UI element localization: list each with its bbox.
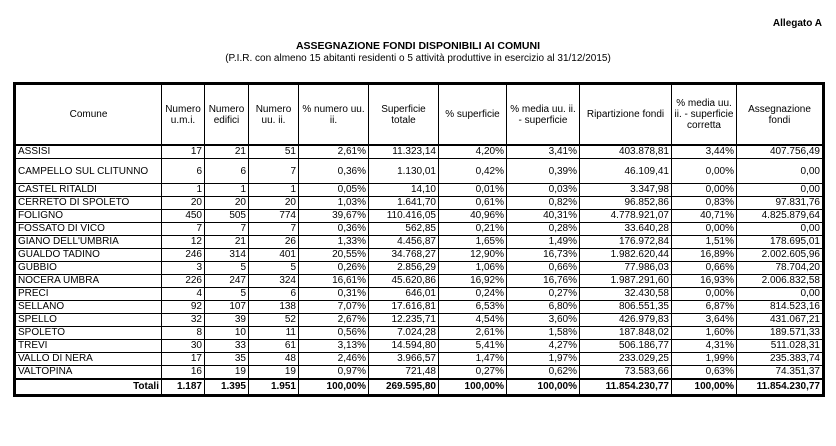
perc-media-corretta-cell: 0,00% (672, 223, 737, 236)
numero-edifici-cell: 21 (205, 145, 249, 159)
perc-superficie-cell: 1,47% (439, 353, 507, 366)
superficie-totale-cell: 45.620,86 (369, 275, 439, 288)
col-header-numero-uuii: Numero uu. ii. (249, 85, 299, 146)
total-numero-umi: 1.187 (162, 379, 205, 395)
comune-cell: SELLANO (16, 301, 162, 314)
col-header-numero-umi: Numero u.m.i. (162, 85, 205, 146)
superficie-totale-cell: 562,85 (369, 223, 439, 236)
superficie-totale-cell: 2.856,29 (369, 262, 439, 275)
perc-media-corretta-cell: 0,00% (672, 159, 737, 184)
perc-numero-uuii-cell: 2,61% (299, 145, 369, 159)
table-row (16, 184, 823, 197)
numero-umi-cell: 32 (162, 314, 205, 327)
superficie-totale-cell: 17.616,81 (369, 301, 439, 314)
comune-cell: CAMPELLO SUL CLITUNNO (16, 159, 162, 184)
total-perc-superficie: 100,00% (439, 379, 507, 395)
numero-uuii-cell: 774 (249, 210, 299, 223)
superficie-totale-cell: 14,10 (369, 184, 439, 197)
numero-uuii-cell: 61 (249, 340, 299, 353)
assegnazione-fondi-cell: 407.756,49 (737, 145, 823, 159)
ripartizione-fondi-cell: 4.778.921,07 (580, 210, 672, 223)
perc-superficie-cell: 12,90% (439, 249, 507, 262)
perc-media-cell: 6,80% (507, 301, 580, 314)
perc-media-corretta-cell: 1,51% (672, 236, 737, 249)
table-row (16, 197, 823, 210)
ripartizione-fondi-cell: 506.186,77 (580, 340, 672, 353)
perc-media-corretta-cell: 4,31% (672, 340, 737, 353)
table-row (16, 327, 823, 340)
perc-media-cell: 16,76% (507, 275, 580, 288)
table-row (16, 288, 823, 301)
assegnazione-fondi-cell: 0,00 (737, 159, 823, 184)
perc-numero-uuii-cell: 2,67% (299, 314, 369, 327)
perc-superficie-cell: 2,61% (439, 327, 507, 340)
total-perc-media-corretta: 100,00% (672, 379, 737, 395)
perc-numero-uuii-cell: 2,46% (299, 353, 369, 366)
numero-umi-cell: 3 (162, 262, 205, 275)
total-assegnazione-fondi: 11.854.230,77 (737, 379, 823, 395)
numero-umi-cell: 1 (162, 184, 205, 197)
allocation-table (15, 84, 823, 395)
perc-media-cell: 0,66% (507, 262, 580, 275)
numero-edifici-cell: 20 (205, 197, 249, 210)
assegnazione-fondi-cell: 431.067,21 (737, 314, 823, 327)
perc-media-corretta-cell: 1,99% (672, 353, 737, 366)
numero-uuii-cell: 7 (249, 159, 299, 184)
numero-uuii-cell: 20 (249, 197, 299, 210)
comune-cell: FOSSATO DI VICO (16, 223, 162, 236)
comune-cell: GIANO DELL'UMBRIA (16, 236, 162, 249)
table-row (16, 145, 823, 159)
numero-edifici-cell: 6 (205, 159, 249, 184)
numero-umi-cell: 30 (162, 340, 205, 353)
numero-edifici-cell: 1 (205, 184, 249, 197)
comune-cell: TREVI (16, 340, 162, 353)
perc-numero-uuii-cell: 7,07% (299, 301, 369, 314)
assegnazione-fondi-cell: 78.704,20 (737, 262, 823, 275)
perc-media-cell: 0,39% (507, 159, 580, 184)
numero-umi-cell: 6 (162, 159, 205, 184)
comune-cell: CASTEL RITALDI (16, 184, 162, 197)
numero-edifici-cell: 39 (205, 314, 249, 327)
numero-uuii-cell: 7 (249, 223, 299, 236)
perc-media-cell: 0,82% (507, 197, 580, 210)
perc-superficie-cell: 40,96% (439, 210, 507, 223)
numero-edifici-cell: 107 (205, 301, 249, 314)
assegnazione-fondi-cell: 0,00 (737, 288, 823, 301)
superficie-totale-cell: 1.130,01 (369, 159, 439, 184)
numero-umi-cell: 7 (162, 223, 205, 236)
superficie-totale-cell: 3.966,57 (369, 353, 439, 366)
numero-umi-cell: 4 (162, 288, 205, 301)
assegnazione-fondi-cell: 0,00 (737, 184, 823, 197)
perc-media-corretta-cell: 16,89% (672, 249, 737, 262)
total-superficie: 269.595,80 (369, 379, 439, 395)
superficie-totale-cell: 7.024,28 (369, 327, 439, 340)
total-perc-media: 100,00% (507, 379, 580, 395)
numero-uuii-cell: 51 (249, 145, 299, 159)
assegnazione-fondi-cell: 97.831,76 (737, 197, 823, 210)
superficie-totale-cell: 721,48 (369, 366, 439, 380)
perc-superficie-cell: 4,54% (439, 314, 507, 327)
numero-umi-cell: 17 (162, 145, 205, 159)
table-row (16, 249, 823, 262)
perc-media-corretta-cell: 0,83% (672, 197, 737, 210)
ripartizione-fondi-cell: 1.982.620,44 (580, 249, 672, 262)
perc-media-corretta-cell: 16,93% (672, 275, 737, 288)
ripartizione-fondi-cell: 1.987.291,60 (580, 275, 672, 288)
table-row (16, 159, 823, 184)
numero-uuii-cell: 5 (249, 262, 299, 275)
numero-uuii-cell: 324 (249, 275, 299, 288)
ripartizione-fondi-cell: 187.848,02 (580, 327, 672, 340)
assegnazione-fondi-cell: 2.002.605,96 (737, 249, 823, 262)
table-row (16, 340, 823, 353)
numero-edifici-cell: 314 (205, 249, 249, 262)
col-header-perc-media-corretta: % media uu. ii. - superficie corretta (672, 85, 737, 146)
ripartizione-fondi-cell: 32.430,58 (580, 288, 672, 301)
ripartizione-fondi-cell: 96.852,86 (580, 197, 672, 210)
assegnazione-fondi-cell: 4.825.879,64 (737, 210, 823, 223)
perc-media-corretta-cell: 6,87% (672, 301, 737, 314)
col-header-numero-edifici: Numero edifici (205, 85, 249, 146)
table-row (16, 223, 823, 236)
perc-media-cell: 4,27% (507, 340, 580, 353)
ripartizione-fondi-cell: 806.551,35 (580, 301, 672, 314)
assegnazione-fondi-cell: 178.695,01 (737, 236, 823, 249)
ripartizione-fondi-cell: 3.347,98 (580, 184, 672, 197)
numero-edifici-cell: 35 (205, 353, 249, 366)
numero-uuii-cell: 401 (249, 249, 299, 262)
superficie-totale-cell: 11.323,14 (369, 145, 439, 159)
numero-umi-cell: 17 (162, 353, 205, 366)
total-numero-uuii: 1.951 (249, 379, 299, 395)
table-row (16, 301, 823, 314)
perc-superficie-cell: 6,53% (439, 301, 507, 314)
numero-edifici-cell: 21 (205, 236, 249, 249)
perc-media-corretta-cell: 0,66% (672, 262, 737, 275)
table-row (16, 275, 823, 288)
perc-numero-uuii-cell: 20,55% (299, 249, 369, 262)
perc-media-cell: 0,27% (507, 288, 580, 301)
ripartizione-fondi-cell: 77.986,03 (580, 262, 672, 275)
comune-cell: PRECI (16, 288, 162, 301)
perc-media-corretta-cell: 0,63% (672, 366, 737, 380)
numero-uuii-cell: 1 (249, 184, 299, 197)
document-subtitle: (P.I.R. con almeno 15 abitanti residenti o 5 attività produttive in esercizio al 31/12/2015) (225, 53, 611, 64)
ripartizione-fondi-cell: 426.979,83 (580, 314, 672, 327)
perc-superficie-cell: 0,42% (439, 159, 507, 184)
assegnazione-fondi-cell: 2.006.832,58 (737, 275, 823, 288)
perc-numero-uuii-cell: 0,05% (299, 184, 369, 197)
perc-numero-uuii-cell: 0,97% (299, 366, 369, 380)
perc-media-cell: 3,41% (507, 145, 580, 159)
perc-numero-uuii-cell: 0,26% (299, 262, 369, 275)
perc-superficie-cell: 0,61% (439, 197, 507, 210)
perc-media-corretta-cell: 0,00% (672, 184, 737, 197)
superficie-totale-cell: 646,01 (369, 288, 439, 301)
col-header-comune: Comune (16, 85, 162, 146)
superficie-totale-cell: 4.456,87 (369, 236, 439, 249)
numero-umi-cell: 450 (162, 210, 205, 223)
perc-media-cell: 0,03% (507, 184, 580, 197)
assegnazione-fondi-cell: 814.523,16 (737, 301, 823, 314)
perc-media-corretta-cell: 1,60% (672, 327, 737, 340)
totals-row (16, 379, 823, 395)
perc-numero-uuii-cell: 0,31% (299, 288, 369, 301)
superficie-totale-cell: 1.641,70 (369, 197, 439, 210)
comune-cell: SPOLETO (16, 327, 162, 340)
numero-uuii-cell: 11 (249, 327, 299, 340)
numero-uuii-cell: 26 (249, 236, 299, 249)
numero-umi-cell: 16 (162, 366, 205, 380)
perc-media-cell: 0,28% (507, 223, 580, 236)
perc-superficie-cell: 0,24% (439, 288, 507, 301)
table-row (16, 353, 823, 366)
assegnazione-fondi-cell: 74.351,37 (737, 366, 823, 380)
superficie-totale-cell: 14.594,80 (369, 340, 439, 353)
perc-media-cell: 1,58% (507, 327, 580, 340)
perc-media-corretta-cell: 40,71% (672, 210, 737, 223)
perc-superficie-cell: 1,06% (439, 262, 507, 275)
col-header-assegnazione-fondi: Assegnazione fondi (737, 85, 823, 146)
totals-label: Totali (16, 379, 162, 395)
table-row (16, 236, 823, 249)
perc-superficie-cell: 4,20% (439, 145, 507, 159)
perc-superficie-cell: 16,92% (439, 275, 507, 288)
perc-superficie-cell: 5,41% (439, 340, 507, 353)
superficie-totale-cell: 12.235,71 (369, 314, 439, 327)
perc-media-cell: 40,31% (507, 210, 580, 223)
perc-media-corretta-cell: 3,64% (672, 314, 737, 327)
comune-cell: GUBBIO (16, 262, 162, 275)
comune-cell: VALTOPINA (16, 366, 162, 380)
total-perc-numero-uuii: 100,00% (299, 379, 369, 395)
perc-media-cell: 1,49% (507, 236, 580, 249)
assegnazione-fondi-cell: 189.571,33 (737, 327, 823, 340)
numero-edifici-cell: 247 (205, 275, 249, 288)
numero-umi-cell: 12 (162, 236, 205, 249)
superficie-totale-cell: 34.768,27 (369, 249, 439, 262)
col-header-perc-media: % media uu. ii. - superficie (507, 85, 580, 146)
table-row (16, 210, 823, 223)
comune-cell: FOLIGNO (16, 210, 162, 223)
numero-umi-cell: 226 (162, 275, 205, 288)
perc-numero-uuii-cell: 39,67% (299, 210, 369, 223)
comune-cell: GUALDO TADINO (16, 249, 162, 262)
perc-numero-uuii-cell: 1,33% (299, 236, 369, 249)
perc-media-corretta-cell: 0,00% (672, 288, 737, 301)
ripartizione-fondi-cell: 176.972,84 (580, 236, 672, 249)
perc-superficie-cell: 0,27% (439, 366, 507, 380)
assegnazione-fondi-cell: 235.383,74 (737, 353, 823, 366)
perc-media-cell: 3,60% (507, 314, 580, 327)
total-ripartizione-fondi: 11.854.230,77 (580, 379, 672, 395)
ripartizione-fondi-cell: 403.878,81 (580, 145, 672, 159)
col-header-ripartizione-fondi: Ripartizione fondi (580, 85, 672, 146)
perc-numero-uuii-cell: 0,56% (299, 327, 369, 340)
perc-media-corretta-cell: 3,44% (672, 145, 737, 159)
perc-media-cell: 0,62% (507, 366, 580, 380)
numero-edifici-cell: 10 (205, 327, 249, 340)
table-row (16, 314, 823, 327)
perc-superficie-cell: 0,21% (439, 223, 507, 236)
perc-media-cell: 1,97% (507, 353, 580, 366)
col-header-perc-superficie: % superficie (439, 85, 507, 146)
comune-cell: CERRETO DI SPOLETO (16, 197, 162, 210)
ripartizione-fondi-cell: 233.029,25 (580, 353, 672, 366)
ripartizione-fondi-cell: 73.583,66 (580, 366, 672, 380)
col-header-perc-numero-uuii: % numero uu. ii. (299, 85, 369, 146)
perc-numero-uuii-cell: 16,61% (299, 275, 369, 288)
ripartizione-fondi-cell: 46.109,41 (580, 159, 672, 184)
perc-numero-uuii-cell: 3,13% (299, 340, 369, 353)
perc-numero-uuii-cell: 0,36% (299, 223, 369, 236)
allegato-label: Allegato A (772, 18, 822, 29)
comune-cell: NOCERA UMBRA (16, 275, 162, 288)
numero-umi-cell: 20 (162, 197, 205, 210)
numero-edifici-cell: 33 (205, 340, 249, 353)
comune-cell: SPELLO (16, 314, 162, 327)
col-header-superficie-totale: Superficie totale (369, 85, 439, 146)
perc-media-cell: 16,73% (507, 249, 580, 262)
perc-numero-uuii-cell: 0,36% (299, 159, 369, 184)
numero-umi-cell: 246 (162, 249, 205, 262)
superficie-totale-cell: 110.416,05 (369, 210, 439, 223)
numero-uuii-cell: 6 (249, 288, 299, 301)
numero-uuii-cell: 52 (249, 314, 299, 327)
perc-numero-uuii-cell: 1,03% (299, 197, 369, 210)
perc-superficie-cell: 0,01% (439, 184, 507, 197)
numero-edifici-cell: 5 (205, 288, 249, 301)
ripartizione-fondi-cell: 33.640,28 (580, 223, 672, 236)
table-row (16, 366, 823, 380)
comune-cell: ASSISI (16, 145, 162, 159)
numero-umi-cell: 8 (162, 327, 205, 340)
table-row (16, 262, 823, 275)
table-body (16, 145, 823, 379)
numero-edifici-cell: 5 (205, 262, 249, 275)
assegnazione-fondi-cell: 0,00 (737, 223, 823, 236)
numero-uuii-cell: 48 (249, 353, 299, 366)
assegnazione-fondi-cell: 511.028,31 (737, 340, 823, 353)
numero-uuii-cell: 19 (249, 366, 299, 380)
numero-uuii-cell: 138 (249, 301, 299, 314)
numero-edifici-cell: 505 (205, 210, 249, 223)
document-title: ASSEGNAZIONE FONDI DISPONIBILI AI COMUNI (295, 40, 541, 52)
total-numero-edifici: 1.395 (205, 379, 249, 395)
table-header-row (16, 85, 823, 146)
numero-umi-cell: 92 (162, 301, 205, 314)
numero-edifici-cell: 19 (205, 366, 249, 380)
numero-edifici-cell: 7 (205, 223, 249, 236)
perc-superficie-cell: 1,65% (439, 236, 507, 249)
comune-cell: VALLO DI NERA (16, 353, 162, 366)
